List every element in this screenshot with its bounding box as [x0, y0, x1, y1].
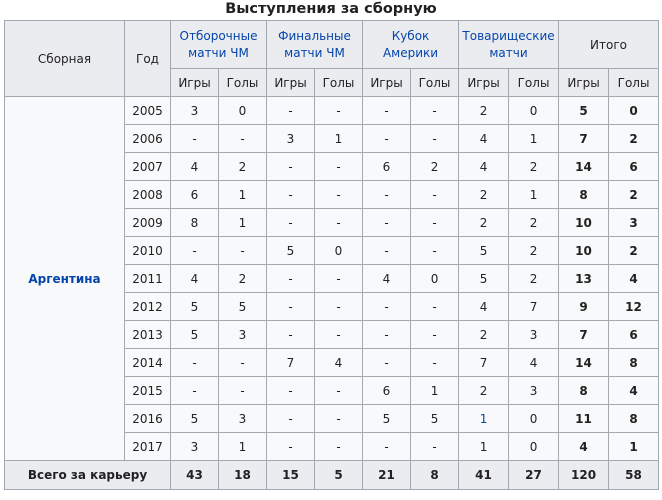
stat-cell: 0: [219, 97, 267, 125]
total-cell: 8: [609, 349, 659, 377]
year-cell: 2017: [125, 433, 171, 461]
career-total-cell: 41: [459, 461, 509, 490]
stat-cell: 0: [411, 265, 459, 293]
stat-cell: -: [363, 237, 411, 265]
year-cell: 2007: [125, 153, 171, 181]
stat-cell: 0: [509, 433, 559, 461]
stat-cell: 4: [459, 125, 509, 153]
stat-cell: 3: [267, 125, 315, 153]
header-games: Игры: [267, 69, 315, 97]
stat-cell: -: [171, 125, 219, 153]
stat-cell: 4: [171, 265, 219, 293]
total-cell: 8: [609, 405, 659, 433]
stat-cell: -: [219, 125, 267, 153]
stat-cell: -: [363, 125, 411, 153]
stat-cell: -: [411, 181, 459, 209]
career-total-cell: 21: [363, 461, 411, 490]
total-cell: 6: [609, 153, 659, 181]
stat-cell: -: [411, 433, 459, 461]
header-wc-finals-link[interactable]: Финальные матчи ЧМ: [267, 21, 363, 69]
total-cell: 7: [559, 125, 609, 153]
stat-cell: 0: [315, 237, 363, 265]
total-cell: 5: [559, 97, 609, 125]
stat-cell: 4: [363, 265, 411, 293]
header-goals: Голы: [509, 69, 559, 97]
total-cell: 8: [559, 181, 609, 209]
stat-cell: -: [315, 433, 363, 461]
stat-cell: 6: [363, 377, 411, 405]
stat-cell: 4: [315, 349, 363, 377]
stat-cell: 4: [459, 153, 509, 181]
stat-cell: -: [267, 321, 315, 349]
header-games: Игры: [171, 69, 219, 97]
stat-cell: -: [219, 377, 267, 405]
stat-cell: 2: [459, 97, 509, 125]
stat-cell: -: [315, 321, 363, 349]
header-wc-qualifiers-link[interactable]: Отборочные матчи ЧМ: [171, 21, 267, 69]
total-cell: 12: [609, 293, 659, 321]
stat-cell: 5: [411, 405, 459, 433]
year-cell: 2005: [125, 97, 171, 125]
stat-cell: 2: [411, 153, 459, 181]
stat-cell: 1: [459, 433, 509, 461]
stat-cell: -: [315, 405, 363, 433]
stat-cell: 0: [509, 97, 559, 125]
career-total-cell: 120: [559, 461, 609, 490]
stat-cell: -: [219, 349, 267, 377]
total-cell: 9: [559, 293, 609, 321]
stats-body: [5, 97, 659, 490]
stat-cell: 7: [267, 349, 315, 377]
career-total-cell: 5: [315, 461, 363, 490]
stat-cell: -: [315, 293, 363, 321]
stat-cell: 5: [171, 321, 219, 349]
total-cell: 11: [559, 405, 609, 433]
header-goals: Голы: [411, 69, 459, 97]
career-total-cell: 58: [609, 461, 659, 490]
total-cell: 10: [559, 209, 609, 237]
stat-cell: -: [267, 433, 315, 461]
stat-cell: 2: [459, 209, 509, 237]
stat-cell: -: [267, 293, 315, 321]
stat-cell: 2: [219, 153, 267, 181]
header-games: Игры: [363, 69, 411, 97]
total-cell: 4: [609, 377, 659, 405]
stat-cell: -: [411, 209, 459, 237]
stat-cell: 1: [411, 377, 459, 405]
table-row: [5, 97, 659, 125]
stat-cell: -: [411, 97, 459, 125]
stat-cell: -: [315, 153, 363, 181]
stat-cell: 4: [459, 293, 509, 321]
stat-cell: -: [411, 125, 459, 153]
header-goals: Голы: [219, 69, 267, 97]
stat-cell: 1: [219, 209, 267, 237]
stat-cell: 7: [509, 293, 559, 321]
stat-cell: -: [363, 97, 411, 125]
year-cell: 2010: [125, 237, 171, 265]
stat-cell: -: [315, 265, 363, 293]
year-cell: 2008: [125, 181, 171, 209]
stat-cell: 5: [219, 293, 267, 321]
total-cell: 14: [559, 153, 609, 181]
total-cell: 3: [609, 209, 659, 237]
stat-cell: 8: [171, 209, 219, 237]
career-total-cell: 15: [267, 461, 315, 490]
total-cell: 13: [559, 265, 609, 293]
stat-cell: 2: [509, 237, 559, 265]
career-total-cell: 8: [411, 461, 459, 490]
total-cell: 10: [559, 237, 609, 265]
total-cell: 4: [559, 433, 609, 461]
total-cell: 0: [609, 97, 659, 125]
stat-cell: 2: [459, 377, 509, 405]
stat-cell: -: [411, 321, 459, 349]
stat-cell: -: [267, 265, 315, 293]
national-team-stats-table: [4, 20, 659, 490]
header-goals: Голы: [609, 69, 659, 97]
total-cell: 2: [609, 125, 659, 153]
stat-cell: -: [363, 209, 411, 237]
stat-cell: -: [267, 405, 315, 433]
stat-cell: 3: [219, 321, 267, 349]
year-cell: 2013: [125, 321, 171, 349]
stat-cell: 3: [219, 405, 267, 433]
header-copa-america-link[interactable]: Кубок Америки: [363, 21, 459, 69]
stat-cell: 5: [459, 237, 509, 265]
total-cell: 2: [609, 181, 659, 209]
stat-cell: -: [315, 181, 363, 209]
career-total-row: [5, 461, 659, 490]
stat-cell: -: [363, 321, 411, 349]
year-cell: 2014: [125, 349, 171, 377]
stat-cell: 3: [509, 377, 559, 405]
stat-cell: 3: [171, 433, 219, 461]
total-cell: 1: [609, 433, 659, 461]
year-cell: 2015: [125, 377, 171, 405]
stat-cell: 5: [171, 405, 219, 433]
stat-cell: 7: [459, 349, 509, 377]
stat-cell: 2: [509, 209, 559, 237]
stat-cell: 2: [509, 265, 559, 293]
stat-cell: -: [171, 237, 219, 265]
stat-cell: 6: [171, 181, 219, 209]
stat-cell: 5: [363, 405, 411, 433]
stat-cell: 4: [171, 153, 219, 181]
stat-cell: 1: [219, 433, 267, 461]
stat-cell: -: [171, 377, 219, 405]
header-total: Итого: [559, 21, 659, 69]
stat-cell: 3: [171, 97, 219, 125]
stat-cell: 3: [509, 321, 559, 349]
career-total-cell: 27: [509, 461, 559, 490]
header-row-groups: [5, 21, 659, 69]
stat-cell: 5: [171, 293, 219, 321]
stat-cell: -: [363, 349, 411, 377]
stat-cell: 4: [509, 349, 559, 377]
stat-cell: -: [267, 181, 315, 209]
stat-cell: -: [363, 181, 411, 209]
stat-cell: 6: [363, 153, 411, 181]
total-cell: 8: [559, 377, 609, 405]
year-cell: 2016: [125, 405, 171, 433]
team-link[interactable]: Аргентина: [5, 97, 125, 461]
table-caption: Выступления за сборную: [225, 1, 437, 17]
header-games: Игры: [559, 69, 609, 97]
stat-cell: -: [267, 377, 315, 405]
year-cell: 2012: [125, 293, 171, 321]
stat-cell: 1: [509, 125, 559, 153]
stat-cell: 1: [219, 181, 267, 209]
stat-cell: -: [315, 97, 363, 125]
total-cell: 4: [609, 265, 659, 293]
stat-cell: 1: [315, 125, 363, 153]
year-cell: 2009: [125, 209, 171, 237]
stat-cell: -: [267, 153, 315, 181]
total-cell: 6: [609, 321, 659, 349]
total-cell: 7: [559, 321, 609, 349]
stat-cell: 5: [267, 237, 315, 265]
stat-cell: 2: [509, 153, 559, 181]
header-games: Игры: [459, 69, 509, 97]
stat-cell: -: [363, 433, 411, 461]
stat-cell: 2: [459, 181, 509, 209]
stat-cell: -: [411, 293, 459, 321]
stat-cell: -: [411, 349, 459, 377]
stat-cell: -: [267, 97, 315, 125]
stat-cell: -: [315, 377, 363, 405]
stat-cell: 1: [509, 181, 559, 209]
stat-cell: -: [267, 209, 315, 237]
stat-cell: 2: [459, 321, 509, 349]
header-year: Год: [125, 21, 171, 97]
stat-cell: 1: [459, 405, 509, 433]
career-total-cell: 43: [171, 461, 219, 490]
stat-cell: -: [171, 349, 219, 377]
stat-cell: -: [315, 209, 363, 237]
year-cell: 2006: [125, 125, 171, 153]
stat-cell: 5: [459, 265, 509, 293]
career-total-cell: 18: [219, 461, 267, 490]
stat-cell: 2: [219, 265, 267, 293]
total-cell: 14: [559, 349, 609, 377]
total-cell: 2: [609, 237, 659, 265]
stat-cell: 0: [509, 405, 559, 433]
year-cell: 2011: [125, 265, 171, 293]
stat-cell: -: [411, 237, 459, 265]
career-total-label: Всего за карьеру: [5, 461, 171, 490]
header-friendlies-link[interactable]: Товарищеские матчи: [459, 21, 559, 69]
header-team: Сборная: [5, 21, 125, 97]
header-goals: Голы: [315, 69, 363, 97]
stat-cell: -: [219, 237, 267, 265]
stat-cell: -: [363, 293, 411, 321]
